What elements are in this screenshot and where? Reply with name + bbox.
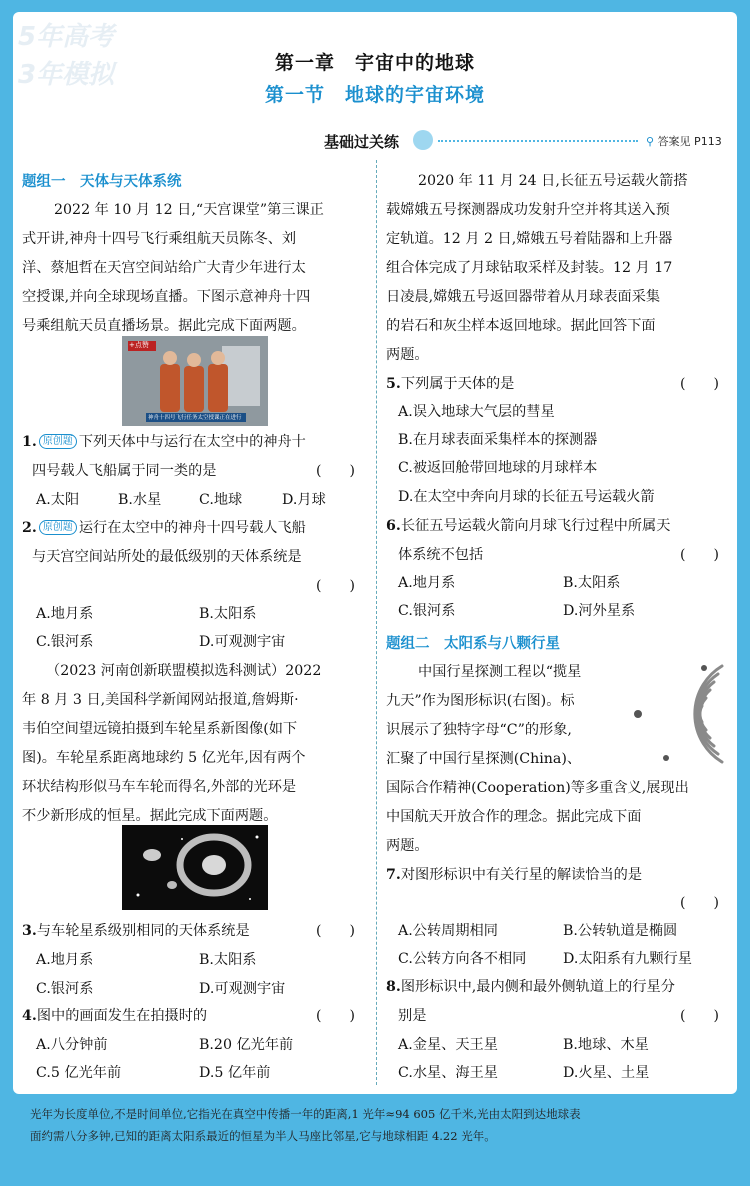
right-p2-line: 中国行星探测工程以“揽星 [418,664,582,680]
footnote-line: 面约需八分多钟,已知的距离太阳系最近的恒星为半人马座比邻星,它与地球相距 4.22 光年。 [30,1129,496,1143]
right-p2-line: 汇聚了中国行星探测(China)、 [386,751,582,767]
answer-paren: ( ) [316,923,355,939]
option: B.20 亿光年前 [199,1037,294,1053]
right-p2-line: 中国航天开放合作的理念。据此完成下面 [386,809,642,825]
photo-badge: +点赞 [129,341,149,349]
left-p2-line: 年 8 月 3 日,美国科学新闻网站报道,詹姆斯· [22,692,299,708]
section-title: 第一节 地球的宇宙环境 [264,84,485,106]
option: D.5 亿年前 [199,1065,271,1081]
question-8-cont: 别是 [398,1008,427,1024]
option: A.误入地球大气层的彗星 [398,404,555,420]
answer-reference [646,133,722,149]
left-p1-line: 洋、蔡旭哲在天宫空间站给广大青少年进行太 [22,260,306,276]
right-p2-line: 国际合作精神(Cooperation)等多重含义,展现出 [386,780,689,796]
question-7: 7.对图形标识中有关行星的解读恰当的是 [386,867,643,883]
question-1-cont: 四号载人飞船属于同一类的是 [32,463,217,479]
option: C.地球 [199,492,243,508]
option: C.银河系 [36,981,94,997]
right-p1-line: 组合体完成了月球钻取采样及封装。12 月 17 [386,260,673,276]
option: C.5 亿光年前 [36,1065,122,1081]
search-icon: ⚲ [646,135,655,148]
option: A.太阳 [36,492,80,508]
planet-orbit-logo [626,654,730,774]
original-tag: 原创题 [39,434,77,449]
option: C.被返回舱带回地球的月球样本 [398,460,598,476]
logo-line1: 5年高考 [18,22,115,52]
left-p1-line: 号乘组航天员直播场景。据此完成下面两题。 [22,318,306,334]
photo-caption: 神舟十四号飞行任务太空授课正在进行 [148,415,242,421]
dotted-rule [438,140,638,142]
option: D.太阳系有九颗行星 [563,951,692,967]
question-3: 3.与车轮星系级别相同的天体系统是 [22,923,250,939]
right-p2-line: 九天”作为图形标识(右图)。标 [386,693,575,709]
option: D.河外星系 [563,603,636,619]
chapter-title: 第一章 宇宙中的地球 [274,52,475,74]
option: B.水星 [118,492,162,508]
right-p1-line: 两题。 [386,347,429,363]
answer-paren: ( ) [680,895,719,911]
option: B.公转轨道是椭圆 [563,923,678,939]
answer-paren: ( ) [680,547,719,563]
astronauts-photo [122,336,268,426]
option: D.可观测宇宙 [199,634,286,650]
option: C.公转方向各不相同 [398,951,527,967]
option: D.可观测宇宙 [199,981,286,997]
option: A.公转周期相同 [398,923,498,939]
option: C.银河系 [36,634,94,650]
option: D.月球 [282,492,326,508]
answer-paren: ( ) [316,1008,355,1024]
question-6-cont: 体系统不包括 [398,547,484,563]
logo-line2: 3年模拟 [18,60,115,90]
option: B.地球、木星 [563,1037,649,1053]
left-p1-line: 式开讲,神舟十四号飞行乘组航天员陈冬、刘 [22,231,297,247]
answer-paren: ( ) [316,463,355,479]
group2-heading: 题组二 太阳系与八颗行星 [386,636,560,652]
answer-paren: ( ) [680,376,719,392]
answer-reference-text: 答案见 P113 [657,135,722,148]
left-p2-line: 图)。车轮星系距离地球约 5 亿光年,因有两个 [22,750,306,766]
option: A.地月系 [398,575,456,591]
left-p2-line: 韦伯空间望远镜拍摄到车轮星系新图像(如下 [22,721,298,737]
left-p1-line: 2022 年 10 月 12 日,“天宫课堂”第三课正 [54,202,324,218]
footnote-line: 光年为长度单位,不是时间单位,它指光在真空中传播一年的距离,1 光年≈94 605 亿千米,光由太阳到达地球表 [30,1107,581,1121]
option: C.银河系 [398,603,456,619]
option: B.在月球表面采集样本的探测器 [398,432,598,448]
left-p2-line: （2023 河南创新联盟模拟选科测试）2022 [46,663,322,679]
column-divider [376,160,377,1085]
question-2: 2. 原创题 运行在太空中的神舟十四号载人飞船 [22,520,306,536]
question-1: 1. 原创题 下列天体中与运行在太空中的神舟十 [22,434,306,450]
right-p1-line: 的岩石和灰尘样本返回地球。据此回答下面 [386,318,656,334]
question-4: 4.图中的画面发生在拍摄时的 [22,1008,208,1024]
question-5: 5.下列属于天体的是 [386,376,515,392]
option: A.金星、天王星 [398,1037,498,1053]
option: C.水星、海王星 [398,1065,498,1081]
original-tag: 原创题 [39,520,77,535]
answer-paren: ( ) [316,578,355,594]
question-6: 6.长征五号运载火箭向月球飞行过程中所属天 [386,518,671,534]
question-8: 8.图形标识中,最内侧和最外侧轨道上的行星分 [386,979,675,995]
option: A.八分钟前 [36,1037,108,1053]
option: A.地月系 [36,952,94,968]
right-p1-line: 2020 年 11 月 24 日,长征五号运载火箭搭 [418,173,688,189]
practice-heading: 基础过关练 [324,133,400,151]
left-p2-line: 不少新形成的恒星。据此完成下面两题。 [22,808,278,824]
right-p1-line: 载嫦娥五号探测器成功发射升空并将其送入预 [386,202,670,218]
option: B.太阳系 [563,575,621,591]
option: D.在太空中奔向月球的长征五号运载火箭 [398,489,655,505]
answer-paren: ( ) [680,1008,719,1024]
left-p2-line: 环状结构形似马车车轮而得名,外部的光环是 [22,779,297,795]
right-p2-line: 两题。 [386,838,429,854]
group1-heading: 题组一 天体与天体系统 [22,174,182,190]
option: B.太阳系 [199,952,257,968]
option: D.火星、土星 [563,1065,650,1081]
option: A.地月系 [36,606,94,622]
right-p2-line: 识展示了独特字母“C”的形象, [386,722,572,738]
left-p1-line: 空授课,并向全球现场直播。下图示意神舟十四 [22,289,311,305]
question-2-cont: 与天宫空间站所处的最低级别的天体系统是 [32,549,302,565]
option: B.太阳系 [199,606,257,622]
practice-badge-icon [413,130,433,150]
right-p1-line: 定轨道。12 月 2 日,嫦娥五号着陆器和上升器 [386,231,673,247]
cartwheel-galaxy-photo [122,825,268,910]
right-p1-line: 日凌晨,嫦娥五号返回器带着从月球表面采集 [386,289,661,305]
